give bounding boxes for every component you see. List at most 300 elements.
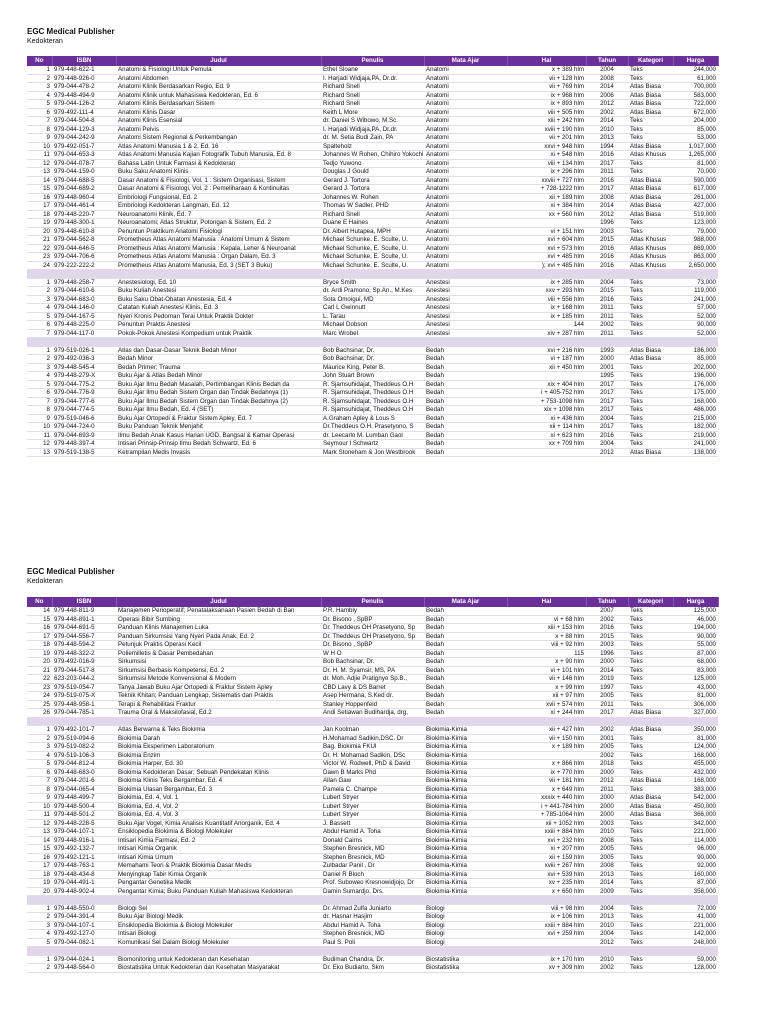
price-cell: 83,000 xyxy=(697,666,716,674)
isbn-cell: 979-044-724-0 xyxy=(54,423,95,430)
pages-cell: vi + 151 hlm xyxy=(550,227,584,235)
price-cell: 196,000 xyxy=(693,372,716,379)
author-cell: dr. Leecarlo M. Lumban Gaol xyxy=(323,431,403,439)
no-cell: 20 xyxy=(43,887,50,895)
isbn-cell: 979-448-434-8 xyxy=(54,870,95,878)
table-row xyxy=(27,802,718,811)
title-cell: Anatomi Sistem Regional & Perkembangan xyxy=(118,134,238,141)
table-row xyxy=(27,431,718,440)
category-cell: Teks xyxy=(630,658,643,665)
category-cell: Teks xyxy=(630,828,643,835)
table-row xyxy=(27,751,718,760)
isbn-cell: 979-044-785-1 xyxy=(54,709,95,716)
year-cell: 2016 xyxy=(600,253,614,260)
author-cell: Marc Wrobel xyxy=(323,329,358,337)
pages-cell: xviii + 190 hlm xyxy=(544,125,584,133)
no-cell: 3 xyxy=(46,921,50,929)
pages-cell: 115 xyxy=(574,649,584,657)
category-cell: Teks xyxy=(630,607,643,614)
author-cell: Michael Schunke, E. Sculte, U. xyxy=(323,253,408,260)
year-cell: 2002 xyxy=(600,321,614,328)
table-row xyxy=(27,321,718,330)
column-header-mata: Mata Ajar xyxy=(424,597,507,607)
price-cell: 59,000 xyxy=(697,955,716,963)
year-cell: 1996 xyxy=(600,649,614,657)
price-cell: 1,017,000 xyxy=(688,142,716,150)
author-cell: Gerard J. Tortora xyxy=(323,185,370,192)
pages-cell: xvii + 574 hlm xyxy=(545,700,584,708)
category-cell: Atlas Khusus xyxy=(630,253,667,260)
author-cell: Damin Sumardjo, Drs. xyxy=(323,887,384,895)
isbn-cell: 979-044-146-0 xyxy=(54,304,95,311)
pages-cell: xii + 427 hlm xyxy=(549,726,584,733)
no-cell: 18 xyxy=(43,870,50,878)
isbn-cell: 979-044-461-4 xyxy=(54,202,95,209)
table-row xyxy=(27,768,718,777)
category-cell: Teks xyxy=(630,675,643,682)
no-cell: 8 xyxy=(46,785,50,793)
title-cell: Manajemen Perioperatif; Penatalaksanaan Pasien Bedah di Ban xyxy=(118,607,295,614)
no-cell: 14 xyxy=(43,176,50,184)
title-cell: Biokimia Ulasan Bergambar, Ed. 3 xyxy=(118,785,213,793)
subject-cell: Anatomi xyxy=(426,168,449,175)
pages-cell: xiii + 153 hlm xyxy=(547,624,584,631)
pages-cell: xx + 709 hlm xyxy=(548,440,584,447)
year-cell: 2017 xyxy=(600,389,614,396)
no-cell: 9 xyxy=(46,414,50,422)
price-cell: 450,000 xyxy=(693,802,716,810)
category-cell: Atlas Biasa xyxy=(630,709,661,716)
price-cell: 366,000 xyxy=(693,811,716,818)
category-cell: Atlas Biasa xyxy=(630,83,661,90)
price-cell: 617,000 xyxy=(693,185,716,192)
table-row xyxy=(27,964,718,973)
author-cell: dr. Daniel S Wibowo, M.Sc. xyxy=(323,117,398,124)
isbn-cell: 979-044-201-6 xyxy=(54,777,95,784)
isbn-cell: 979-448-300-1 xyxy=(54,219,95,226)
price-cell: 124,000 xyxy=(693,743,716,750)
table-row xyxy=(27,159,718,168)
title-cell: Neuroanatomi; Atlas Struktur, Potongan & Sistem, Ed. 2 xyxy=(118,219,272,226)
pages-cell xyxy=(507,219,586,228)
subject-cell: Anatomi xyxy=(426,159,449,167)
no-cell: 9 xyxy=(46,134,50,141)
pages-cell: xxiii + 884 hlm xyxy=(544,828,584,835)
category-cell: Atlas Khusus xyxy=(630,151,667,158)
no-cell: 10 xyxy=(43,802,50,810)
table-header xyxy=(27,56,718,66)
pages-cell: ix + 893 hlm xyxy=(550,100,584,107)
price-cell: 455,000 xyxy=(693,760,716,767)
price-cell: 306,000 xyxy=(693,700,716,708)
pages-cell: xi + 548 hlm xyxy=(550,151,584,158)
table-row xyxy=(27,938,718,947)
isbn-cell: 979-448-545-4 xyxy=(54,363,95,371)
year-cell: 2013 xyxy=(600,870,614,878)
category-cell: Atlas Biasa xyxy=(630,802,661,810)
title-cell: Poliemilletis & Dasar Pembedahan xyxy=(118,649,214,657)
year-cell: 2017 xyxy=(600,159,614,167)
subject-cell: Bedah xyxy=(426,423,444,430)
price-cell: 175,000 xyxy=(693,389,716,396)
price-cell: 85,000 xyxy=(697,355,716,362)
subject-cell: Anestesi xyxy=(426,312,450,320)
pages-cell: x + 649 hlm xyxy=(551,785,584,793)
author-cell: R. Sjamsuhidajat, Theddeus O.H xyxy=(323,397,414,405)
price-cell: 92,000 xyxy=(697,862,716,869)
isbn-cell: 979-492-016-9 xyxy=(54,658,95,665)
no-cell: 1 xyxy=(46,904,50,912)
pages-cell: xviii + 267 hlm xyxy=(544,862,584,869)
author-cell: Abdul Hamid A. Toha xyxy=(323,921,381,929)
price-cell: 1,265,000 xyxy=(688,151,716,158)
price-cell: 590,000 xyxy=(693,176,716,184)
subject-cell: Biokimia-Kimia xyxy=(426,734,467,742)
subject-cell: Bedah xyxy=(426,683,444,691)
no-cell: 12 xyxy=(43,159,50,167)
price-cell: 81,000 xyxy=(697,692,716,699)
table-row xyxy=(27,236,718,245)
subject-cell: Bedah xyxy=(426,692,444,699)
isbn-cell: 979-448-228-5 xyxy=(54,819,95,827)
table-row xyxy=(27,904,718,913)
price-cell: 142,000 xyxy=(693,930,716,937)
category-cell: Teks xyxy=(630,168,643,175)
title-cell: Sirkumsisi xyxy=(118,658,147,665)
section-separator xyxy=(27,338,718,347)
title-cell: Atlas Anatomi Manusia 1 & 2, Ed. 16 xyxy=(118,142,219,150)
no-cell: 26 xyxy=(43,709,50,716)
title-cell: Memahami Teori & Praktik Biokimia Dasar Medis xyxy=(118,862,252,869)
category-cell: Teks xyxy=(630,363,643,371)
category-cell: Teks xyxy=(630,278,643,286)
title-cell: Anatomi Pelvis xyxy=(118,125,159,133)
table-row xyxy=(27,151,718,160)
isbn-cell: 979-448-763-1 xyxy=(54,862,95,869)
table-row xyxy=(27,887,718,896)
category-cell: Teks xyxy=(630,431,643,439)
column-header-no: No xyxy=(27,56,52,66)
table-row xyxy=(27,836,718,845)
author-cell: Michael Schunke, E. Sculte, U. xyxy=(323,261,408,269)
title-cell: Dasar Anatomi & Fisiologi, Vol. 2 : Pemeliharaan & Kontinuitas xyxy=(118,185,290,192)
isbn-cell: 979-448-279-X xyxy=(54,372,96,379)
pages-cell: xxv + 293 hlm xyxy=(545,287,584,294)
pages-cell: x + 389 hlm xyxy=(551,66,584,73)
subject-cell: Biokimia-Kimia xyxy=(426,760,467,767)
table-row xyxy=(27,185,718,194)
subject-cell: Anatomi xyxy=(426,66,449,73)
pages-cell: ix + 168 hlm xyxy=(550,304,584,311)
year-cell: 2004 xyxy=(600,66,614,73)
year-cell: 2007 xyxy=(600,607,614,614)
separator-cell xyxy=(27,896,718,905)
isbn-cell: 979-448-958-1 xyxy=(54,700,95,708)
pages-cell: 144 xyxy=(573,321,584,328)
title-cell: Operasi Bibir Sumbing xyxy=(118,615,180,623)
title-cell: Ensiklopedia Biokimia & Biologi Molekuler xyxy=(118,828,233,835)
no-cell: 20 xyxy=(43,227,50,235)
pages-cell: xvi + 573 hlm xyxy=(547,244,584,252)
table-row xyxy=(27,287,718,296)
year-cell: 2008 xyxy=(600,74,614,82)
subject-cell: Anatomi xyxy=(426,227,449,235)
title-cell: Bedah Primer; Trauma xyxy=(118,363,181,371)
category-cell: Teks xyxy=(630,785,643,793)
author-cell: Asep Hermana, S.Ked dr. xyxy=(323,692,394,699)
subject-cell: Bedah xyxy=(426,440,444,447)
category-cell: Teks xyxy=(630,66,643,73)
author-cell: Richard Snell xyxy=(323,83,360,90)
subject-cell: Anatomi xyxy=(426,108,449,116)
table-row xyxy=(27,244,718,253)
isbn-cell: 979-448-550-0 xyxy=(54,904,95,912)
subject-cell: Bedah xyxy=(426,355,444,362)
no-cell: 16 xyxy=(43,624,50,631)
title-cell: Buku Kuliah Anestesi xyxy=(118,287,177,294)
year-cell: 2010 xyxy=(600,125,614,133)
isbn-cell: 979-044-391-4 xyxy=(54,913,95,920)
isbn-cell: 979-448-916-1 xyxy=(54,836,95,844)
table-row xyxy=(27,312,718,321)
category-cell: Teks xyxy=(630,321,643,328)
isbn-cell: 979-044-491-1 xyxy=(54,879,95,886)
no-cell: 18 xyxy=(43,641,50,648)
table-row xyxy=(27,794,718,803)
no-cell: 5 xyxy=(46,380,50,388)
title-cell: Teknik Khitan; Panduan Lengkap, Sistematis dan Praktis xyxy=(118,692,274,699)
no-cell: 17 xyxy=(43,862,50,869)
author-cell: Bryce Smith xyxy=(323,278,357,286)
no-cell: 5 xyxy=(46,938,50,946)
section-separator xyxy=(27,270,718,279)
author-cell: W H O xyxy=(323,649,342,657)
subject-cell: Anatomi xyxy=(426,193,449,201)
pages-cell: vii + 769 hlm xyxy=(549,83,584,90)
year-cell: 2006 xyxy=(600,91,614,99)
price-cell: 46,000 xyxy=(697,615,716,623)
year-cell: 2001 xyxy=(600,363,614,371)
author-cell: Sota Omoigui, MD xyxy=(323,295,374,303)
subject-cell: Anestesi xyxy=(426,278,450,286)
subject-cell: Anatomi xyxy=(426,151,449,158)
year-cell: 2017 xyxy=(600,423,614,430)
subject-cell: Biokimia-Kimia xyxy=(426,751,467,759)
category-cell: Teks xyxy=(630,887,643,895)
category-cell: Teks xyxy=(630,760,643,767)
no-cell: 1 xyxy=(46,955,50,963)
pages-cell: x + 99 hlm xyxy=(555,683,584,691)
year-cell: 2017 xyxy=(600,709,614,716)
category-cell: Teks xyxy=(630,615,643,623)
subject-cell: Anatomi xyxy=(426,74,449,82)
title-cell: Anestesiologi, Ed. 10 xyxy=(118,278,177,286)
price-cell: 432,000 xyxy=(693,768,716,776)
year-cell: 2016 xyxy=(600,624,614,631)
category-cell: Atlas Biasa xyxy=(630,142,661,150)
year-cell: 2010 xyxy=(600,921,614,929)
year-cell: 2014 xyxy=(600,666,614,674)
author-cell: Abdul Hamid A. Toha xyxy=(323,828,381,835)
isbn-cell: 979-044-107-1 xyxy=(54,828,95,835)
isbn-cell: 979-044-646-5 xyxy=(54,244,95,252)
year-cell: 2012 xyxy=(600,777,614,784)
table-row xyxy=(27,142,718,151)
column-header-penulis: Penulis xyxy=(321,597,424,607)
author-cell: Dr. Theddeus OH Prasetyono, Sp xyxy=(323,632,416,640)
table-row xyxy=(27,74,718,83)
category-cell: Atlas Biasa xyxy=(630,811,661,818)
price-cell: 72,000 xyxy=(697,904,716,912)
title-cell: Intisari Prinsip-Prinsip Ilmu Bedah Schwartz, Ed. 6 xyxy=(118,440,256,447)
isbn-cell: 979-044-126-2 xyxy=(54,100,95,107)
category-cell: Teks xyxy=(630,870,643,878)
author-cell: I. Harjadi Widjaja,PA, Dr.dr. xyxy=(323,74,398,82)
author-cell: Budiman Chandra, Dr. xyxy=(323,955,385,963)
price-cell: 583,000 xyxy=(693,91,716,99)
category-cell: Atlas Biasa xyxy=(630,355,661,362)
subject-cell: Anatomi xyxy=(426,125,449,133)
table-row xyxy=(27,709,718,718)
isbn-cell: 979-044-610-6 xyxy=(54,287,95,294)
author-cell: Pamela C. Champe xyxy=(323,785,377,793)
price-cell: 383,000 xyxy=(693,785,716,793)
category-cell: Teks xyxy=(630,440,643,447)
table-row xyxy=(27,440,718,449)
pages-cell: xxviii + 727 hlm xyxy=(541,176,584,184)
category-cell: Teks xyxy=(630,632,643,640)
subject-cell: Biokimia-Kimia xyxy=(426,828,467,835)
table-row xyxy=(27,227,718,236)
author-cell: Lubert Stryer xyxy=(323,802,359,810)
year-cell: 2008 xyxy=(600,193,614,201)
pages-cell: vii + 128 hlm xyxy=(549,74,584,82)
table-row xyxy=(27,168,718,177)
no-cell: 19 xyxy=(43,649,50,657)
title-cell: Buku Ajar Ilmu Bedah Sistem Organ dan Tindak Bedahnya (1) xyxy=(118,389,288,396)
no-cell: 8 xyxy=(46,406,50,413)
pages-cell: xii + 450 hlm xyxy=(549,363,584,371)
table-row xyxy=(27,921,718,930)
no-cell: 7 xyxy=(46,329,50,337)
title-cell: Catatan Kuliah Anestesi Klinis, Ed. 3 xyxy=(118,304,219,311)
isbn-cell: 979-044-775-2 xyxy=(54,380,95,388)
price-cell: 57,000 xyxy=(697,304,716,311)
year-cell: 2003 xyxy=(600,227,614,235)
author-cell: Gerard J. Tortora xyxy=(323,176,370,184)
subject-cell: Biostatistika xyxy=(426,955,460,963)
section-separator xyxy=(27,947,718,956)
category-cell: Atlas Khusus xyxy=(630,244,667,252)
pages-cell: ix + 296 hlm xyxy=(550,168,584,175)
author-cell: H.Mohamad Sadikin,DSC. Dr xyxy=(323,734,404,742)
table-row xyxy=(27,811,718,820)
title-cell: Menyingkap Tabir Kimia Organik xyxy=(118,870,207,878)
category-cell: Teks xyxy=(630,380,643,388)
subject-cell: Bedah xyxy=(426,641,444,648)
price-cell: 168,000 xyxy=(693,777,716,784)
isbn-cell: 979-044-504-8 xyxy=(54,117,95,124)
pages-cell: xi + 384 hlm xyxy=(550,202,584,209)
subject-cell: Biologi xyxy=(426,921,445,929)
title-cell: Prometheus Atlas Anatomi Manusia : Organ Dalam, Ed. 3 xyxy=(118,253,276,260)
table-row xyxy=(27,253,718,262)
table-body xyxy=(27,66,718,457)
table-row xyxy=(27,108,718,117)
no-cell: 7 xyxy=(46,397,50,405)
author-cell: Dr. Bisono , SpBP xyxy=(323,615,373,623)
price-cell: 182,000 xyxy=(693,423,716,430)
isbn-cell: 979-492-127-0 xyxy=(54,930,95,937)
price-cell: 90,000 xyxy=(697,321,716,328)
year-cell: 2017 xyxy=(600,397,614,405)
price-cell: 55,000 xyxy=(697,641,716,648)
subject-cell: Anatomi xyxy=(426,202,449,209)
subject-cell: Bedah xyxy=(426,397,444,405)
isbn-cell: 979-448-258-7 xyxy=(54,278,95,286)
no-cell: 11 xyxy=(43,811,50,818)
title-cell: Intisari Kimia Umum xyxy=(118,853,174,861)
year-cell: 2000 xyxy=(600,658,614,665)
table-row xyxy=(27,879,718,888)
isbn-cell: 979-044-693-9 xyxy=(54,431,95,439)
price-cell: 186,000 xyxy=(693,346,716,354)
year-cell: 2005 xyxy=(600,845,614,852)
year-cell: 2012 xyxy=(600,938,614,946)
isbn-cell: 979-448-622-1 xyxy=(54,66,95,73)
isbn-cell: 979-044-078-7 xyxy=(54,159,95,167)
publisher-title: EGC Medical Publisher xyxy=(27,27,115,36)
no-cell: 5 xyxy=(46,312,50,320)
isbn-cell: 979-044-167-5 xyxy=(54,312,95,320)
table-row xyxy=(27,66,718,74)
price-cell: 988,000 xyxy=(693,236,716,243)
no-cell: 15 xyxy=(43,845,50,852)
price-cell: 342,000 xyxy=(693,819,716,827)
year-cell: 2016 xyxy=(600,295,614,303)
column-header-judul: Judul xyxy=(116,56,321,66)
no-cell: 7 xyxy=(46,117,50,124)
category-cell: Teks xyxy=(630,853,643,861)
table-row xyxy=(27,734,718,743)
isbn-cell: 979-044-706-6 xyxy=(54,253,95,260)
title-cell: Anatomi & Fisiologi Untuk Pemula xyxy=(118,66,212,73)
column-header-no: No xyxy=(27,597,52,607)
price-cell: 87,000 xyxy=(697,879,716,886)
title-cell: Intisari Kimia Farmasi, Ed. 2 xyxy=(118,836,196,844)
subject-cell: Biokimia-Kimia xyxy=(426,785,467,793)
no-cell: 2 xyxy=(46,355,50,362)
table-row xyxy=(27,615,718,624)
author-cell: Stephen Bresnick, MD xyxy=(323,930,385,937)
subject-cell: Bedah xyxy=(426,448,444,456)
column-header-penulis: Penulis xyxy=(321,56,424,66)
pages-cell: xiii + 242 hlm xyxy=(547,117,584,124)
pages-cell: xiv + 287 hlm xyxy=(547,329,584,337)
subject-cell: Anatomi xyxy=(426,261,449,269)
price-cell: 869,000 xyxy=(693,244,716,252)
subject-cell: Bedah xyxy=(426,700,444,708)
isbn-cell: 623-203-044-2 xyxy=(54,675,95,682)
isbn-cell: 979-044-683-0 xyxy=(54,295,95,303)
no-cell: 2 xyxy=(46,287,50,294)
title-cell: Buku Panduan Teknik Menjahit xyxy=(118,423,203,430)
price-cell: 125,000 xyxy=(693,607,716,614)
author-cell: Michael Dobson xyxy=(323,321,368,328)
subject-cell: Anatomi xyxy=(426,83,449,90)
table-row xyxy=(27,380,718,389)
isbn-cell: 979-492-111-4 xyxy=(54,108,94,116)
